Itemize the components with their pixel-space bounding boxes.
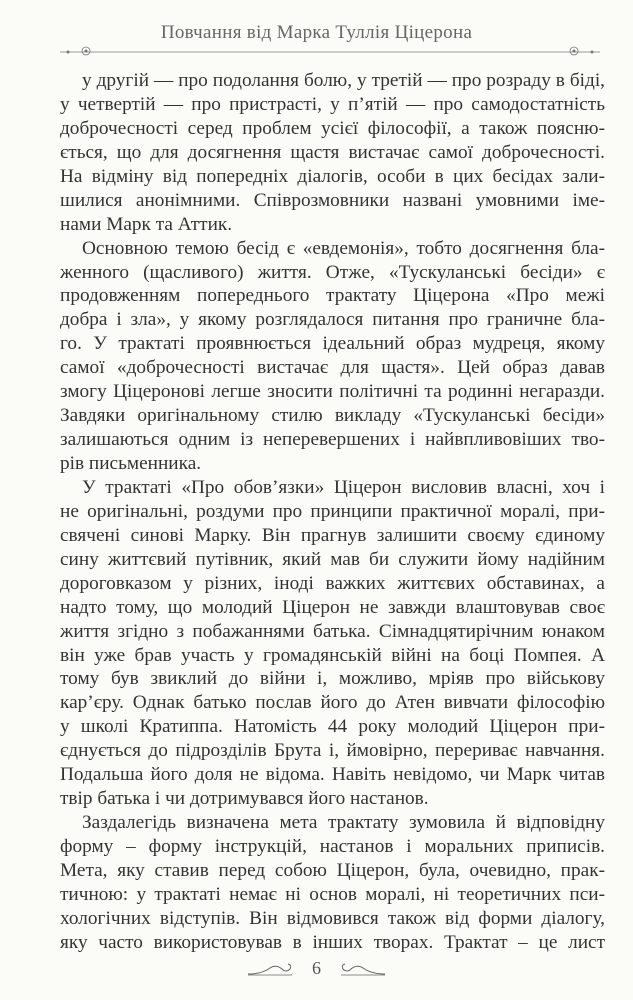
text-line: яку часто використовував в інших творах. Трактат – це лист <box>60 931 605 953</box>
text-line: доброчесності серед проблем усієї філософії, а також поясню- <box>60 117 605 139</box>
text-line: свячені синові Марку. Він прагнув залишити своєму єдиному <box>60 524 605 546</box>
body-text <box>60 69 605 955</box>
text-line: ється, що для досягнення щастя вистачає самої доброчесності. <box>60 141 605 163</box>
text-line: го. У трактаті проявнюється ідеальний образ мудреця, якому <box>60 333 605 355</box>
text-line: Заздалегідь визначена мета трактату зумовила й відповідну <box>82 812 605 834</box>
text-line: нами Марк та Аттик. <box>60 213 233 235</box>
header-ornamental-rule <box>60 46 600 58</box>
text-line: У трактаті «Про обов’язки» Ціцерон висловив власні, хоч і <box>82 476 605 498</box>
right-ornament-icon <box>339 961 385 977</box>
text-line: хологічних відступів. Він відмовився також від форми діалогу, <box>60 907 605 929</box>
text-line: змогу Ціцеронові легше зносити політичні та родинні негаразди. <box>60 381 605 403</box>
text-line: у школі Кратиппа. Натомість 44 року молодий Ціцерон при- <box>60 716 605 738</box>
text-line: надто тому, що молодий Ціцерон не завжди влаштовував своє <box>60 596 605 618</box>
text-line: сину життєвий путівник, який мав би служити йому надійним <box>60 548 605 570</box>
text-line: самої «доброчесності вистачає для щастя». Цей образ давав <box>60 357 605 379</box>
text-line: єднується до підрозділів Брута і, ймовірно, перериває навчання. <box>60 740 605 762</box>
text-line: твір батька і чи дотримувався його настанов. <box>60 788 429 810</box>
text-line: Подальша його доля не відома. Навіть невідомо, чи Марк читав <box>60 764 605 786</box>
text-line: женного (щасливого) життя. Отже, «Тускуланські бесіди» є <box>60 261 605 283</box>
text-line: залишаються одним із неперевершених і найвпливовіших тво- <box>60 429 605 451</box>
text-line: тому був звиклий до війни і, можливо, мріяв про військову <box>60 668 605 690</box>
left-ornament-icon <box>248 961 294 977</box>
running-header: Повчання від Марка Туллія Ціцерона <box>160 22 473 43</box>
text-line: у другій — про подолання болю, у третій — про розраду в біді, <box>82 70 605 91</box>
page-number: 6 <box>312 958 321 978</box>
text-line: він уже брав участь у громадянській війні на боці Помпея. А <box>60 644 605 666</box>
text-line: шилися анонімними. Співрозмовники названі умовними іме- <box>60 189 605 211</box>
text-line: Завдяки оригінальному стилю викладу «Тускуланські бесіди» <box>60 405 605 427</box>
text-line: рів письменника. <box>60 453 202 474</box>
text-line: дороговказом у різних, іноді важких життєвих обставинах, а <box>60 572 605 594</box>
text-line: На відміну від попередніх діалогів, особи в цих бесідах зали- <box>60 165 605 187</box>
text-line: продовженням попереднього трактату Ціцерона «Про межі <box>60 285 605 307</box>
text-line: тичною: у трактаті немає ні основ моралі, ні теоретичних пси- <box>60 883 605 905</box>
text-line: кар’єру. Однак батько послав його до Атен вивчати філософію <box>60 692 605 714</box>
text-line: форму – форму інструкцій, настанов і моральних приписів. <box>60 836 605 857</box>
text-line: не оригінальні, роздуми про принципи практичної моралі, при- <box>60 500 605 522</box>
text-line: добра і зла», у якому розглядалося питання про граничне бла- <box>60 309 605 331</box>
page-footer <box>0 958 633 979</box>
text-line: Основною темою бесід є «евдемонія», тобто досягнення бла- <box>82 237 605 259</box>
text-line: у четвертій — про пристрасті, у п’ятій — про самодостатність <box>60 93 605 115</box>
text-line: Мета, яку ставив перед собою Ціцерон, була, очевидно, прак- <box>60 859 605 881</box>
text-line: життя згідно з побажаннями батька. Сімнадцятирічним юнаком <box>60 620 605 642</box>
